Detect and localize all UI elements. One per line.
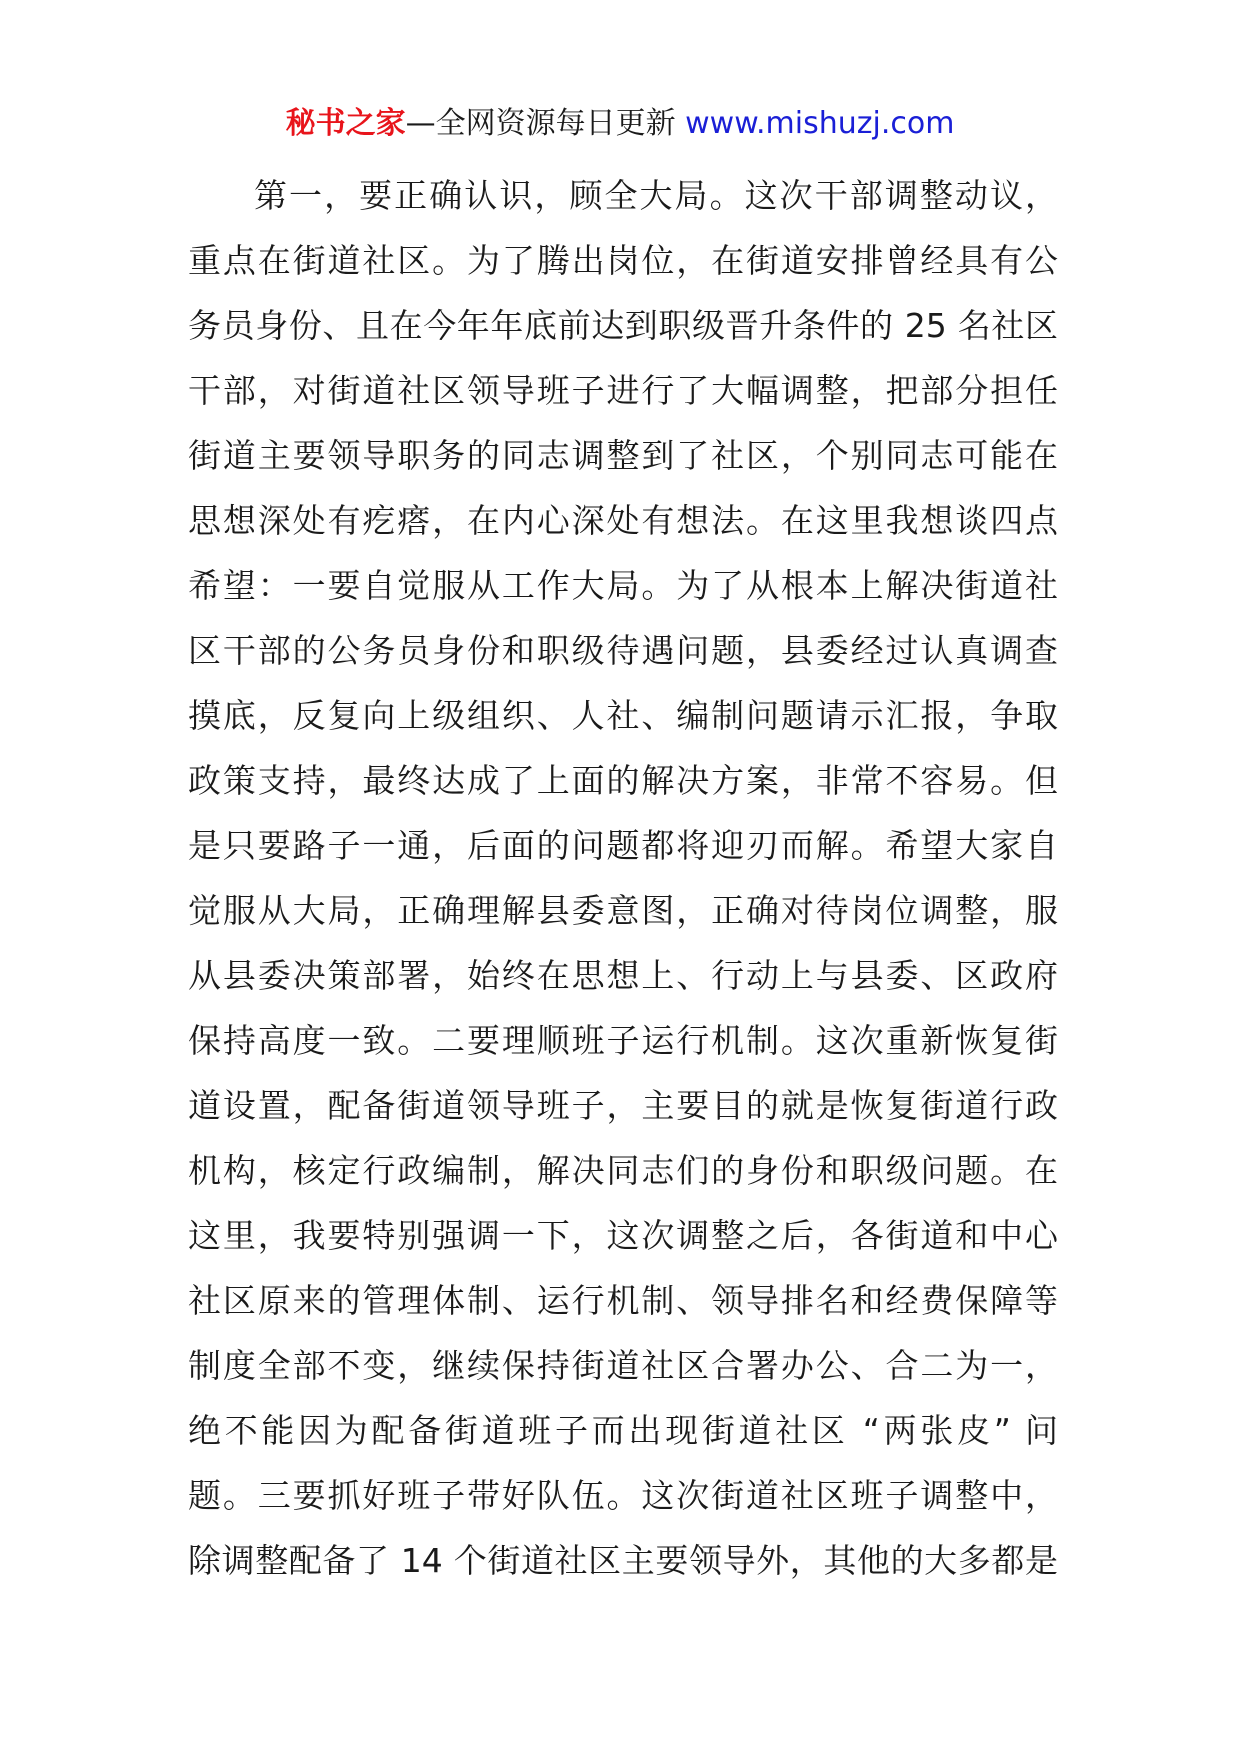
- site-header: [0, 100, 1240, 148]
- body-line: 思想深处有疙瘩，在内心深处有想法。在这里我想谈四点: [188, 501, 1058, 540]
- body-line: 第一，要正确认识，顾全大局。这次干部调整动议，: [254, 176, 1058, 215]
- body-line: 保持高度一致。二要理顺班子运行机制。这次重新恢复街: [188, 1021, 1058, 1060]
- site-url-link[interactable]: www.mishuzj.com: [685, 106, 955, 141]
- body-line: 干部，对街道社区领导班子进行了大幅调整，把部分担任: [188, 371, 1058, 410]
- body-line: 希望：一要自觉服从工作大局。为了从根本上解决街道社: [188, 566, 1058, 605]
- body-line: 政策支持，最终达成了上面的解决方案，非常不容易。但: [188, 761, 1058, 800]
- body-line: 这里，我要特别强调一下，这次调整之后，各街道和中心: [188, 1216, 1058, 1255]
- body-line: 社区原来的管理体制、运行机制、领导排名和经费保障等: [188, 1281, 1058, 1320]
- body-line: 制度全部不变，继续保持街道社区合署办公、合二为一，: [188, 1346, 1058, 1385]
- document-body: [188, 163, 1058, 1593]
- body-line: 街道主要领导职务的同志调整到了社区，个别同志可能在: [188, 436, 1058, 475]
- site-tagline: —全网资源每日更新: [405, 106, 686, 141]
- body-line: 重点在街道社区。为了腾出岗位，在街道安排曾经具有公: [188, 241, 1058, 280]
- body-line: 绝不能因为配备街道班子而出现街道社区 “两张皮” 问: [188, 1411, 1058, 1450]
- body-line: 道设置，配备街道领导班子，主要目的就是恢复街道行政: [188, 1086, 1058, 1125]
- body-line: 区干部的公务员身份和职级待遇问题，县委经过认真调查: [188, 631, 1058, 670]
- body-line: 题。三要抓好班子带好队伍。这次街道社区班子调整中，: [188, 1476, 1058, 1515]
- site-brand: 秘书之家: [285, 106, 406, 141]
- body-line: 机构，核定行政编制，解决同志们的身份和职级问题。在: [188, 1151, 1058, 1190]
- body-line: 务员身份、且在今年年底前达到职级晋升条件的 25 名社区: [188, 306, 1058, 345]
- body-line: 除调整配备了 14 个街道社区主要领导外，其他的大多都是: [188, 1541, 1058, 1580]
- body-line: 从县委决策部署，始终在思想上、行动上与县委、区政府: [188, 956, 1058, 995]
- body-line: 觉服从大局，正确理解县委意图，正确对待岗位调整，服: [188, 891, 1058, 930]
- body-line: 摸底，反复向上级组织、人社、编制问题请示汇报，争取: [188, 696, 1058, 735]
- body-line: 是只要路子一通，后面的问题都将迎刃而解。希望大家自: [188, 826, 1058, 865]
